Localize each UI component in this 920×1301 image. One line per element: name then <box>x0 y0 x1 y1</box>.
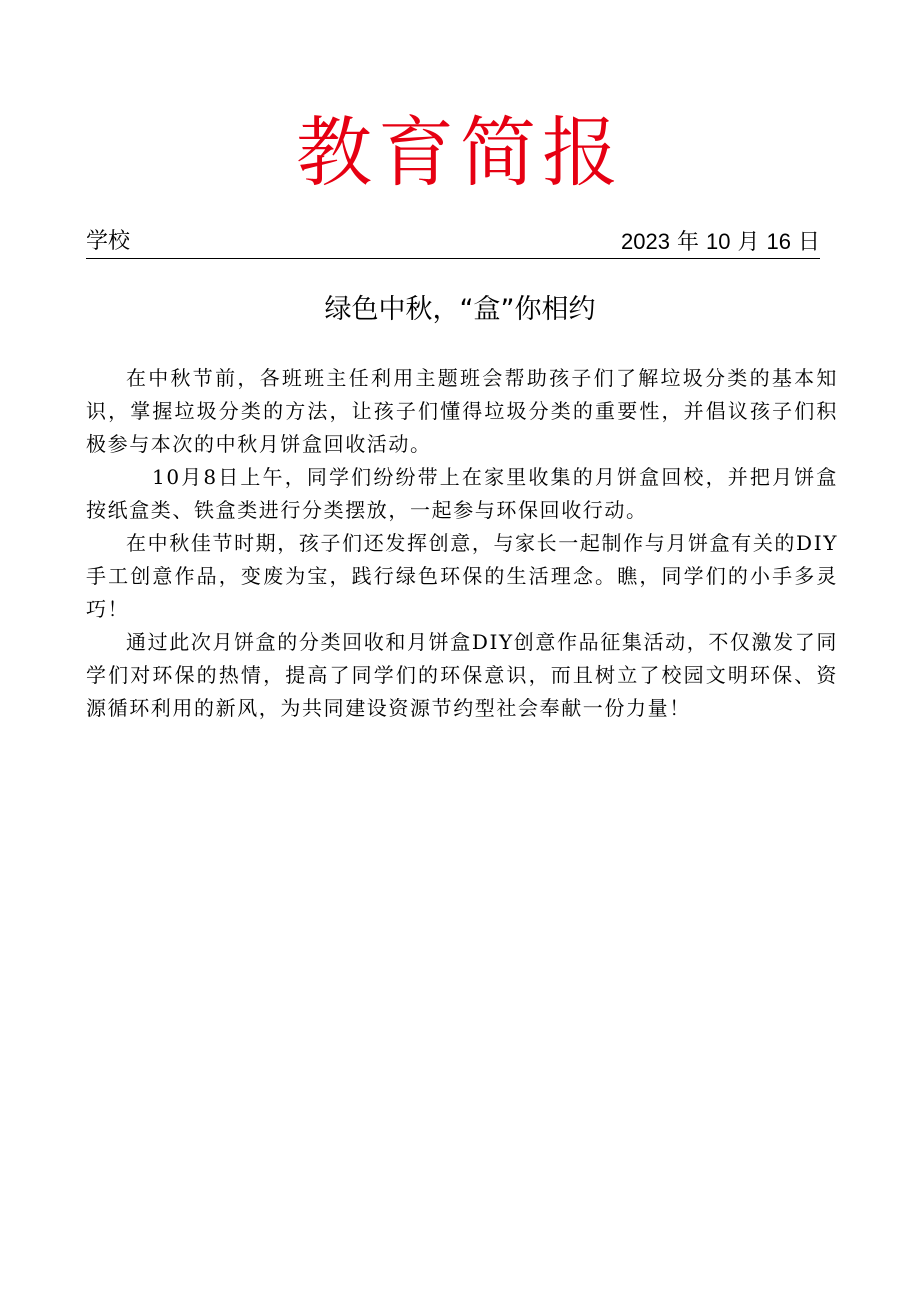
masthead-title: 教育简报 <box>296 108 624 197</box>
issue-date <box>621 226 820 259</box>
date-day: 16 <box>766 229 791 254</box>
date-year: 2023 <box>621 229 670 254</box>
date-month: 10 <box>706 229 731 254</box>
school-label: 学校 <box>86 229 131 254</box>
article-paragraph: 通过此次月饼盒的分类回收和月饼盒DIY创意作品征集活动，不仅激发了同学们对环保的热情，提高了同学们的环保意识，而且树立了校园文明环保、资源循环利用的新风，为共同建设资源节约型社会奉献一份力量！ <box>86 630 838 720</box>
date-year-unit: 年 <box>676 230 699 255</box>
date-day-unit: 日 <box>797 230 820 255</box>
date-month-unit: 月 <box>737 230 760 255</box>
article-paragraph: 在中秋佳节时期，孩子们还发挥创意，与家长一起制作与月饼盒有关的DIY手工创意作品，变废为宝，践行绿色环保的生活理念。瞧，同学们的小手多灵巧！ <box>86 531 838 621</box>
info-line <box>86 226 820 259</box>
article-paragraph: 在中秋节前，各班班主任利用主题班会帮助孩子们了解垃圾分类的基本知识，掌握垃圾分类的方法，让孩子们懂得垃圾分类的重要性，并倡议孩子们积极参与本次的中秋月饼盒回收活动。 <box>86 366 838 456</box>
article-body <box>86 362 838 725</box>
article-paragraph: 10月8日上午，同学们纷纷带上在家里收集的月饼盒回校，并把月饼盒按纸盒类、铁盒类进行分类摆放，一起参与环保回收行动。 <box>86 465 838 522</box>
article-headline: 绿色中秋，“盒”你相约 <box>324 294 596 325</box>
